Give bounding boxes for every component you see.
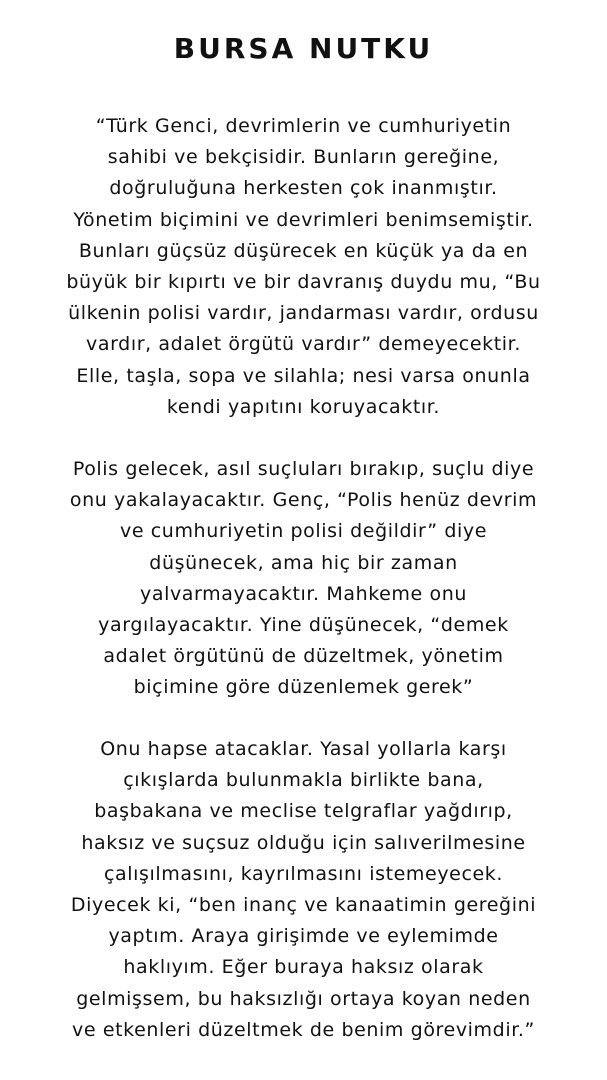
- text-line: ülkenin polisi vardır, jandarması vardır, ordusu: [68, 302, 539, 325]
- document-title: BURSA NUTKU: [173, 31, 434, 65]
- text-line: yalvarmayacaktır. Mahkeme onu: [140, 582, 467, 605]
- text-line: Diyecek ki, “ben inanç ve kanaatimin gereğini: [70, 894, 537, 917]
- text-line: çalışılmasını, kayrılmasını istemeyecek.: [103, 862, 504, 885]
- text-line: haksız ve suçsuz olduğu için salıverilmesine: [81, 831, 526, 854]
- paragraph-3: [0, 734, 607, 1046]
- paragraph-1: [0, 111, 607, 423]
- text-line: adalet örgütünü de düzeltmek, yönetim: [103, 645, 504, 668]
- text-line: “Türk Genci, devrimlerin ve cumhuriyetin: [95, 115, 512, 137]
- text-line: düşünecek, ama hiç bir zaman: [149, 551, 458, 574]
- text-line: ve cumhuriyetin polisi değildir” diye: [119, 520, 488, 543]
- text-line: biçimine göre düzenlemek gerek”: [133, 676, 474, 699]
- text-line: vardır, adalet örgütü vardır” demeyecektir.: [86, 333, 521, 356]
- text-line: çıkışlarda bulunmakla birlikte bana,: [123, 769, 484, 792]
- text-line: Onu hapse atacaklar. Yasal yollarla karşı: [100, 738, 507, 760]
- text-line: yargılayacaktır. Yine düşünecek, “demek: [98, 614, 509, 637]
- text-line: gelmişsem, bu haksızlığı ortaya koyan neden: [76, 987, 531, 1010]
- text-line: haklıyım. Eğer buraya haksız olarak: [123, 956, 484, 979]
- text-line: ve etkenleri düzeltmek de benim görevimdir.”: [72, 1018, 535, 1041]
- text-line: sahibi ve bekçisidir. Bunların gereğine,: [107, 146, 500, 169]
- text-line: Yönetim biçimini ve devrimleri benimsemiştir.: [73, 208, 534, 231]
- text-line: büyük bir kıpırtı ve bir davranış duydu mu, “Bu: [66, 271, 541, 294]
- text-line: Bunları güçsüz düşürecek en küçük ya da en: [78, 239, 529, 262]
- text-line: onu yakalayacaktır. Genç, “Polis henüz devrim: [69, 489, 538, 512]
- text-line: Polis gelecek, asıl suçluları bırakıp, suçlu diye: [72, 458, 535, 480]
- text-line: kendi yapıtını koruyacaktır.: [166, 395, 441, 418]
- text-line: Elle, taşla, sopa ve silahla; nesi varsa onunla: [76, 364, 531, 387]
- paragraph-2: [0, 454, 607, 704]
- text-line: başbakana ve meclise telgraflar yağdırıp,: [94, 800, 513, 823]
- text-line: doğruluğuna herkesten çok inanmıştır.: [109, 177, 498, 200]
- text-line: yaptım. Araya girişimde ve eylemimde: [108, 925, 499, 948]
